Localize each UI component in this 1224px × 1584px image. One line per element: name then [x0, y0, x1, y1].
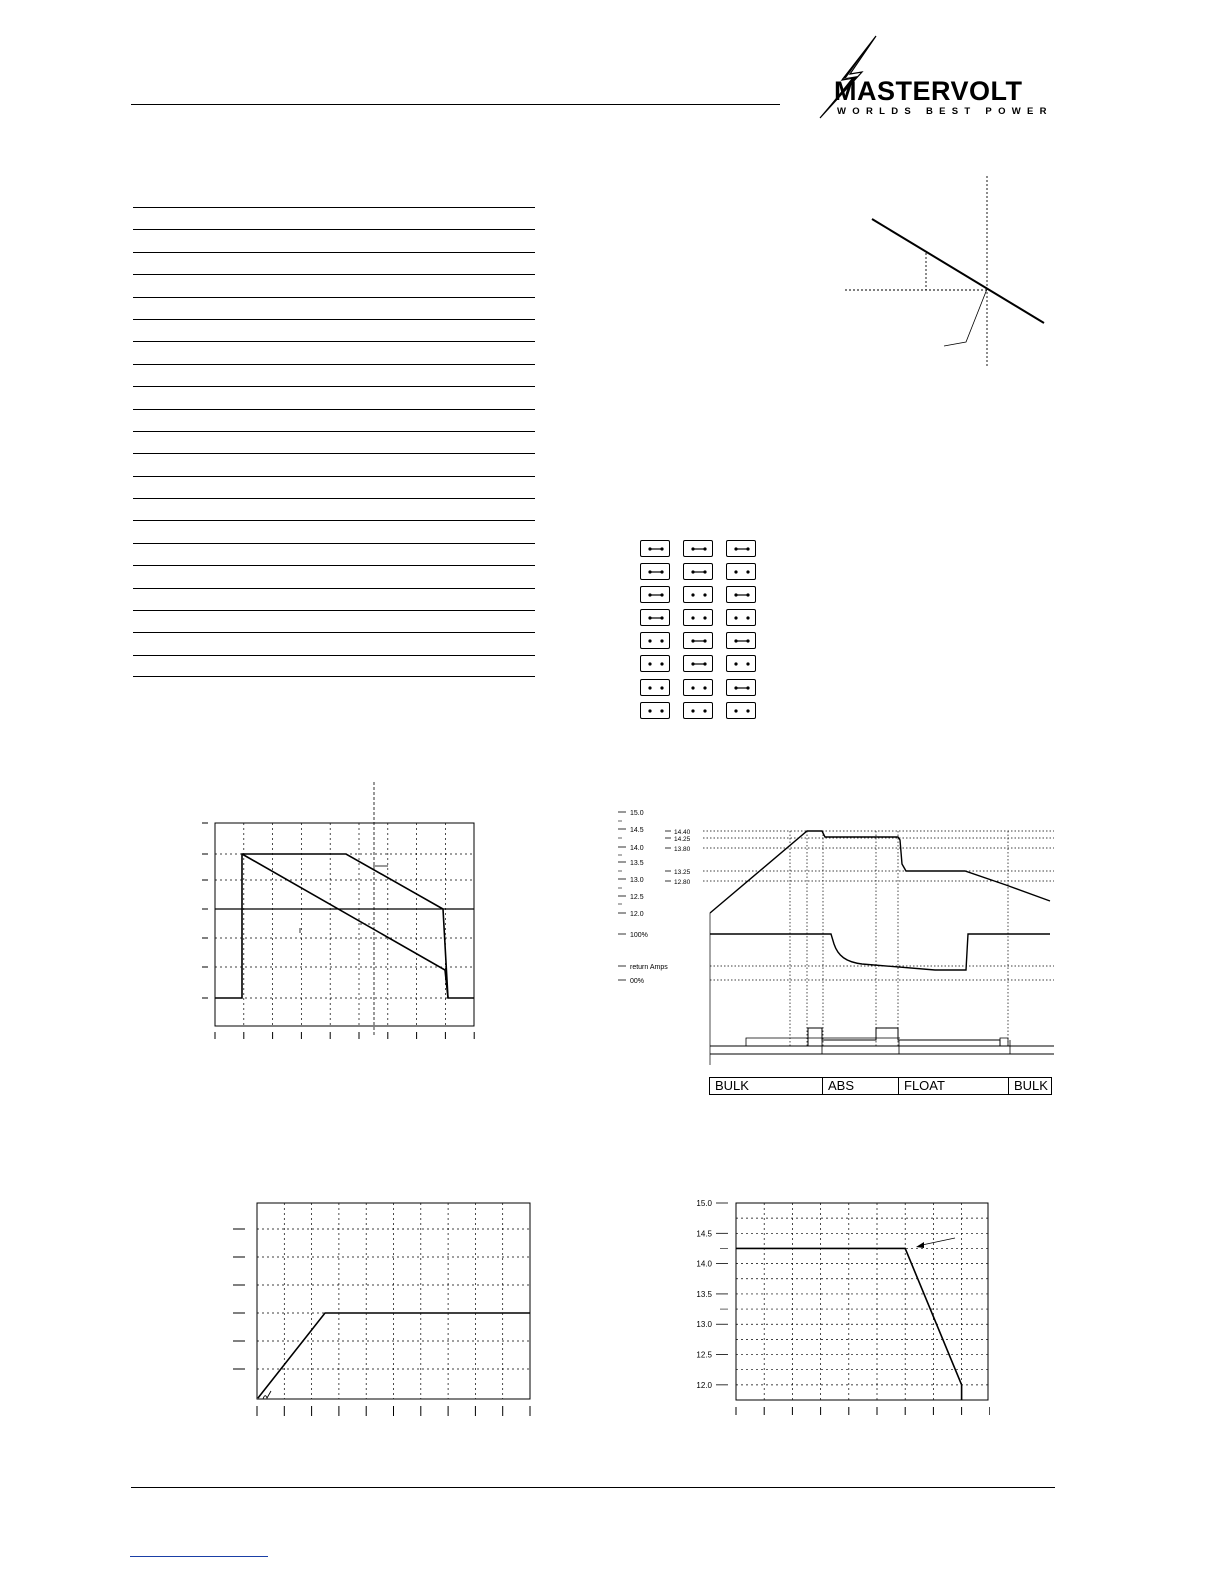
- voltage-level-label: 12.80: [674, 879, 691, 886]
- voltage-level-label: 14.25: [674, 836, 691, 843]
- y-tick-label: 12.0: [696, 1380, 712, 1390]
- jumper-bridged-icon: [726, 586, 756, 603]
- jumper-row: [640, 586, 760, 609]
- spec-table-row: [133, 252, 535, 274]
- spec-table-row: [133, 565, 535, 587]
- spec-table-row: [133, 207, 535, 229]
- jumper-open-icon: [640, 679, 670, 696]
- jumper-open-icon: [683, 702, 713, 719]
- jumper-open-icon: [726, 655, 756, 672]
- spec-table-row: [133, 364, 535, 386]
- spec-table-row: [133, 341, 535, 363]
- jumper-row: [640, 563, 760, 586]
- jumper-bridged-icon: [683, 540, 713, 557]
- jumper-open-icon: [683, 679, 713, 696]
- jumper-open-icon: [640, 632, 670, 649]
- spec-table-row: [133, 655, 535, 677]
- phase-label-abs: ABS: [822, 1077, 899, 1095]
- voltage-tick-label: 13.5: [630, 860, 644, 867]
- timer-signal: [710, 1028, 1010, 1046]
- spec-table-row: [133, 229, 535, 251]
- current-tick-label: return Amps: [630, 964, 668, 971]
- y-tick-label: 14.5: [696, 1229, 712, 1239]
- timer-signal: [1000, 1038, 1008, 1046]
- jumper-bridged-icon: [640, 540, 670, 557]
- current-curve: [710, 934, 1050, 970]
- spec-table: [133, 207, 535, 677]
- current-ramp-chart: [225, 1195, 535, 1420]
- voltage-tick-label: 12.5: [630, 894, 644, 901]
- jumper-bridged-icon: [683, 632, 713, 649]
- jumper-open-icon: [640, 655, 670, 672]
- jumper-open-icon: [726, 702, 756, 719]
- spec-table-row: [133, 520, 535, 542]
- jumper-bridged-icon: [726, 632, 756, 649]
- spec-table-row: [133, 610, 535, 632]
- spec-table-row: [133, 476, 535, 498]
- jumper-bridged-icon: [683, 563, 713, 580]
- current-ramp-line: [258, 1313, 530, 1398]
- voltage-tick-label: 14.5: [630, 827, 644, 834]
- spec-table-row: [133, 297, 535, 319]
- spec-table-row: [133, 431, 535, 453]
- plot-frame: [736, 1203, 988, 1400]
- spec-table-row: [133, 319, 535, 341]
- y-tick-label: 12.5: [696, 1350, 712, 1360]
- jumper-bridged-icon: [640, 586, 670, 603]
- jumper-row: [640, 609, 760, 632]
- jumper-row: [640, 655, 760, 678]
- current-tick-label: 00%: [630, 978, 645, 985]
- jumper-bridged-icon: [726, 540, 756, 557]
- y-tick-label: 15.0: [696, 1199, 712, 1208]
- jumper-row: [640, 679, 760, 702]
- voltage-tick-label: 14.0: [630, 845, 644, 852]
- temp-compensation-diagram: [840, 174, 1050, 370]
- jumper-settings-grid: [640, 540, 760, 725]
- phase-label-bulk-return: BULK: [1008, 1077, 1052, 1095]
- jumper-row: [640, 632, 760, 655]
- jumper-row: [640, 702, 760, 725]
- voltage-derating-chart: [690, 1193, 990, 1418]
- jumper-row: [640, 540, 760, 563]
- voltage-level-label: 13.25: [674, 869, 691, 876]
- jumper-bridged-icon: [683, 655, 713, 672]
- jumper-open-icon: [683, 609, 713, 626]
- spec-table-row: [133, 274, 535, 296]
- annotation-mark: [263, 1391, 271, 1399]
- voltage-curve: [710, 831, 1050, 913]
- jumper-open-icon: [683, 586, 713, 603]
- mastervolt-logo: [812, 34, 1064, 120]
- spec-table-row: [133, 453, 535, 475]
- voltage-level-label: 14.40: [674, 829, 691, 836]
- jumper-bridged-icon: [640, 563, 670, 580]
- y-tick-label: 14.0: [696, 1259, 712, 1269]
- annotation-leader: [922, 1238, 955, 1245]
- y-tick-label: 13.0: [696, 1320, 712, 1330]
- arrow-head-icon: [916, 1242, 924, 1248]
- series-1-line: [215, 854, 474, 998]
- phase-label-float: FLOAT: [898, 1077, 1009, 1095]
- jumper-bridged-icon: [726, 679, 756, 696]
- voltage-tick-label: 15.0: [630, 810, 644, 817]
- charge-cycle-chart: [610, 800, 1060, 1065]
- logo-tagline: WORLDS BEST POWER: [837, 106, 1053, 117]
- current-tick-label: 100%: [630, 932, 648, 939]
- spec-table-row: [133, 498, 535, 520]
- jumper-open-icon: [640, 702, 670, 719]
- spec-table-row: [133, 632, 535, 654]
- voltage-tick-label: 13.0: [630, 877, 644, 884]
- spec-table-row: [133, 543, 535, 565]
- y-tick-label: 13.5: [696, 1289, 712, 1299]
- header-rule: [131, 104, 780, 105]
- jumper-open-icon: [726, 563, 756, 580]
- spec-table-row: [133, 409, 535, 431]
- output-characteristic-chart: [198, 780, 498, 1045]
- footer-rule: [131, 1487, 1055, 1488]
- spec-table-row: [133, 386, 535, 408]
- series-2-line: [242, 854, 448, 998]
- jumper-open-icon: [726, 609, 756, 626]
- jumper-bridged-icon: [640, 609, 670, 626]
- footer-link-underline: [130, 1556, 268, 1557]
- logo-brand: MASTERVOLT: [834, 76, 1023, 106]
- phase-label-bulk: BULK: [709, 1077, 823, 1095]
- voltage-tick-label: 12.0: [630, 911, 644, 918]
- voltage-level-label: 13.80: [674, 846, 691, 853]
- spec-table-row: [133, 588, 535, 610]
